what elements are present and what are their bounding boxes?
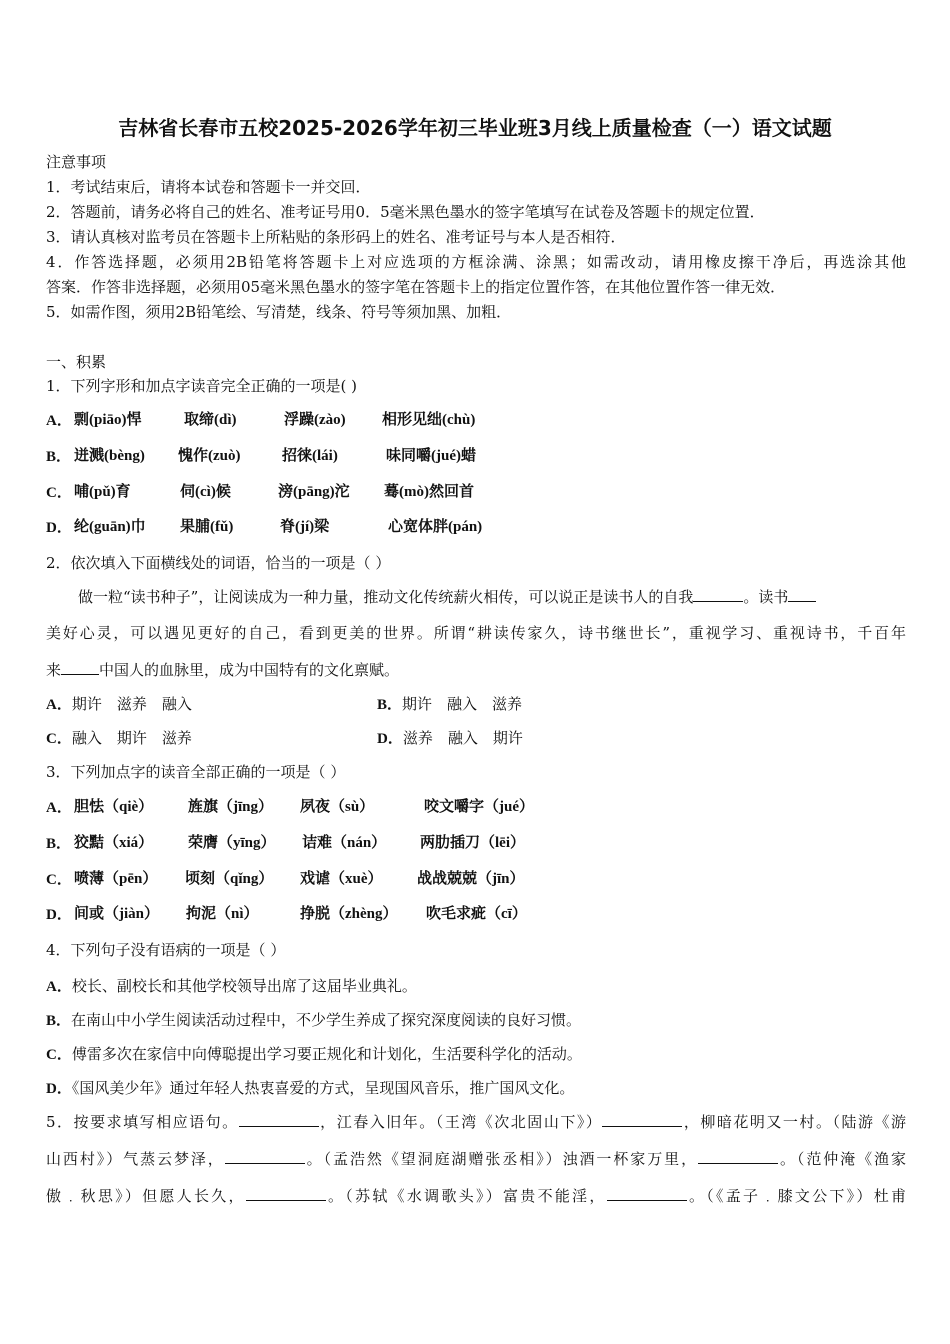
option-item: 诘难（nán） xyxy=(302,835,387,851)
option-item: 喷薄（pēn） xyxy=(74,871,158,887)
option-item: 哺(pǔ)育 xyxy=(74,484,131,500)
option-item: 间或（jiàn） xyxy=(74,906,160,922)
notice-item: 1．考试结束后，请将本试卷和答题卡一并交回． xyxy=(46,178,371,196)
option: A．校长、副校长和其他学校领导出席了这届毕业典礼。 xyxy=(46,977,417,995)
page-title: 吉林省长春市五校2025-2026学年初三毕业班3月线上质量检查（一）语文试题 xyxy=(118,116,832,140)
option: D．《国风美少年》通过年轻人热衷喜爱的方式，呈现国风音乐，推广国风文化。 xyxy=(46,1079,575,1097)
option-item: 蓦(mò)然回首 xyxy=(384,484,474,500)
passage-line: 做一粒“读书种子”，让阅读成为一种力量，推动文化传统薪火相传，可以说正是读书人的自我 。读书 xyxy=(78,587,816,607)
option: C．融入 期许 滋养 xyxy=(46,729,192,747)
option-item: 迸溅(bèng) xyxy=(74,448,145,464)
option-item: 滂(pāng)沱 xyxy=(278,484,350,500)
notice-heading: 注意事项 xyxy=(46,153,107,171)
option: B．期许 融入 滋养 xyxy=(377,695,523,713)
option-item: 旌旗（jīng） xyxy=(188,799,274,815)
question-stem: 2．依次填入下面横线处的词语，恰当的一项是（ ） xyxy=(46,554,391,572)
option-item: 战战兢兢（jīn） xyxy=(417,871,525,887)
question-stem: 1．下列字形和加点字读音完全正确的一项是( ) xyxy=(46,377,358,395)
fill-blank[interactable] xyxy=(225,1149,305,1164)
fill-blank[interactable] xyxy=(246,1186,326,1201)
option-item: 吹毛求疵（cī） xyxy=(426,906,527,922)
fill-blank[interactable] xyxy=(239,1112,319,1127)
question-line: 傲﹒秋思》）但愿人长久， 。（苏轼《水调歌头》）富贵不能淫， 。（《孟子﹒膝文公下》）杜甫 xyxy=(46,1187,906,1205)
option-item: 夙夜（sù） xyxy=(300,799,375,815)
fill-blank[interactable] xyxy=(61,660,99,675)
fill-blank[interactable] xyxy=(607,1186,687,1201)
option-item: 愧作(zuò) xyxy=(178,448,241,464)
option-item: 狡黠（xiá） xyxy=(74,835,154,851)
notice-item: 5．如需作图，须用2B铅笔绘、写清楚，线条、符号等须加黑、加粗． xyxy=(46,303,512,321)
option-item: 脊(jí)梁 xyxy=(280,519,330,535)
option-item: 取缔(dì) xyxy=(184,412,237,428)
option-label: A． xyxy=(46,413,72,429)
option-label: D． xyxy=(46,520,72,536)
option: D．滋养 融入 期许 xyxy=(377,729,523,747)
section-heading: 一、积累 xyxy=(46,353,107,371)
option-label: C． xyxy=(46,872,72,888)
option-item: 挣脱（zhèng） xyxy=(300,906,398,922)
fill-blank[interactable] xyxy=(788,587,816,602)
question-line: 山西村》）气蒸云梦泽， 。（孟浩然《望洞庭湖赠张丞相》）浊酒一杯家万里， 。（范仲淹《渔家 xyxy=(46,1150,906,1168)
option-item: 两肋插刀（lēi） xyxy=(420,835,525,851)
passage-line: 美好心灵，可以遇见更好的自己，看到更美的世界。所谓“耕读传家久，诗书继世长”，重视学习、重视诗书，千百年 xyxy=(46,624,906,642)
option-item: 咬文嚼字（jué） xyxy=(424,799,534,815)
fill-blank[interactable] xyxy=(698,1149,778,1164)
question-stem: 3．下列加点字的读音全部正确的一项是（ ） xyxy=(46,763,346,781)
option-item: 心宽体胖(pán) xyxy=(388,519,483,535)
option-label: D． xyxy=(46,907,72,923)
option-item: 戏谑（xuè） xyxy=(300,871,383,887)
notice-item: 答案．作答非选择题，必须用05毫米黑色墨水的签字笔在答题卡上的指定位置作答，在其他位置作答一律无效． xyxy=(46,278,786,296)
notice-item: 2．答题前，请务必将自己的姓名、准考证号用0．5毫米黑色墨水的签字笔填写在试卷及答题卡的规定位置． xyxy=(46,203,765,221)
option: C．傅雷多次在家信中向傅聪提出学习要正规化和计划化，生活要科学化的活动。 xyxy=(46,1045,582,1063)
option-item: 相形见绌(chù) xyxy=(382,412,476,428)
passage-line: 来 中国人的血脉里，成为中国特有的文化禀赋。 xyxy=(46,661,400,679)
option-label: A． xyxy=(46,800,72,816)
fill-blank[interactable] xyxy=(602,1112,682,1127)
option-item: 招徕(lái) xyxy=(282,448,338,464)
notice-item: 3．请认真核对监考员在答题卡上所粘贴的条形码上的姓名、准考证号与本人是否相符． xyxy=(46,228,626,246)
option-label: B． xyxy=(46,449,72,465)
option-item: 味同嚼(jué)蜡 xyxy=(386,448,476,464)
option-item: 荣膺（yīng） xyxy=(188,835,276,851)
option-label: C． xyxy=(46,485,72,501)
option-item: 纶(guān)巾 xyxy=(74,519,146,535)
option-label: B． xyxy=(46,836,72,852)
option-item: 顷刻（qǐng） xyxy=(185,871,274,887)
option: B．在南山中小学生阅读活动过程中，不少学生养成了探究深度阅读的良好习惯。 xyxy=(46,1011,582,1029)
option-item: 胆怯（qiè） xyxy=(74,799,154,815)
question-stem: 4．下列句子没有语病的一项是（ ） xyxy=(46,941,286,959)
option-item: 剽(piāo)悍 xyxy=(74,412,142,428)
notice-item: 4．作答选择题，必须用2B铅笔将答题卡上对应选项的方框涂满、涂黑；如需改动，请用橡皮擦干净后，再选涂其他 xyxy=(46,253,906,271)
option-item: 浮躁(zào) xyxy=(284,412,346,428)
option-item: 拘泥（nì） xyxy=(186,906,259,922)
option: A．期许 滋养 融入 xyxy=(46,695,192,713)
fill-blank[interactable] xyxy=(693,587,743,602)
option-item: 伺(cì)候 xyxy=(180,484,231,500)
question-stem: 5．按要求填写相应语句。 ，江春入旧年。（王湾《次北固山下》） ，柳暗花明又一村。（陆游《游 xyxy=(46,1113,906,1131)
option-item: 果脯(fǔ) xyxy=(180,519,234,535)
